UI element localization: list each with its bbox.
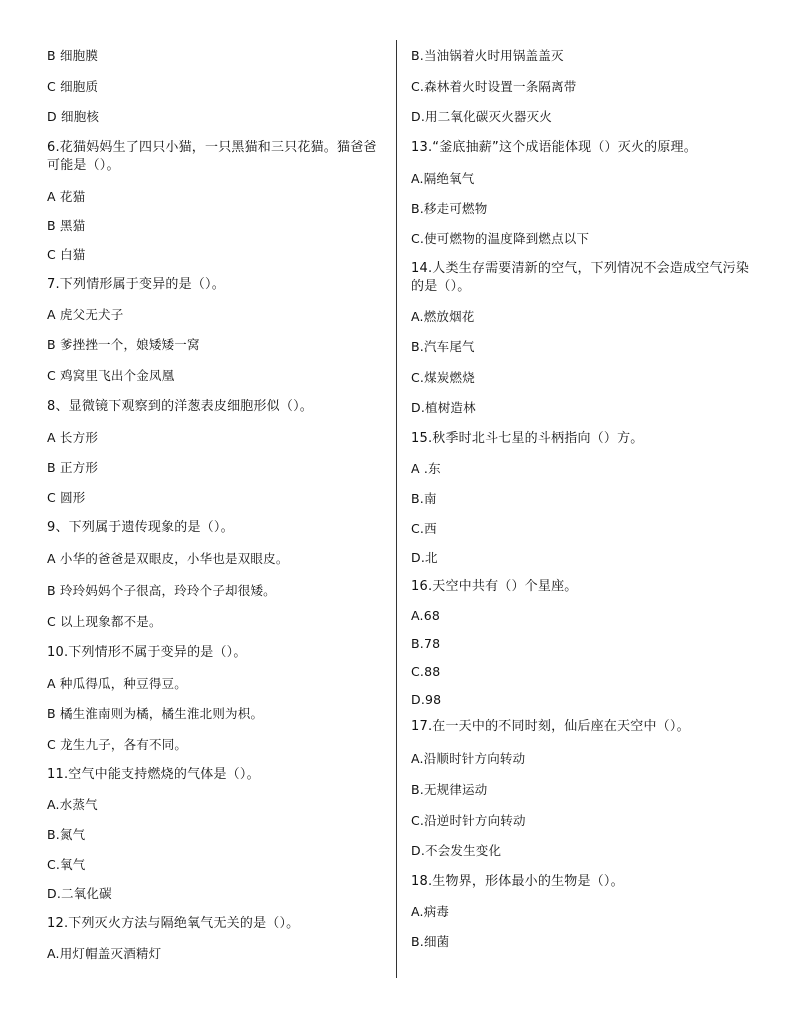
- option-text: A 长方形: [47, 430, 99, 445]
- question-text: 15.秋季时北斗七星的斗柄指向（）方。: [411, 431, 644, 446]
- question-text: 14.人类生存需要清新的空气，下列情况不会造成空气污染的是（）。: [411, 261, 750, 294]
- question-text: 12.下列灭火方法与隔绝氧气无关的是（）。: [47, 916, 300, 931]
- option-text: C 以上现象都不是。: [47, 614, 162, 629]
- option-text: B.汽车尾气: [411, 339, 475, 354]
- option-text: D 细胞核: [47, 109, 100, 124]
- option-text: B.移走可燃物: [411, 201, 488, 216]
- option-text: B.无规律运动: [411, 782, 488, 797]
- option-text: A.沿顺时针方向转动: [411, 751, 526, 766]
- column-divider: [396, 40, 397, 978]
- question-text: 9、下列属于遗传现象的是（）。: [47, 520, 234, 535]
- question-text: 7.下列情形属于变异的是（）。: [47, 277, 225, 292]
- question-text: 13.“釜底抽薪”这个成语能体现（）灭火的原理。: [411, 140, 697, 155]
- option-text: C 龙生九子，各有不同。: [47, 737, 188, 752]
- option-text: A.病毒: [411, 904, 450, 919]
- option-text: D.98: [411, 692, 442, 707]
- option-text: B.氮气: [47, 827, 86, 842]
- option-text: B.细菌: [411, 934, 450, 949]
- option-text: B 玲玲妈妈个子很高，玲玲个子却很矮。: [47, 583, 276, 598]
- option-text: B 正方形: [47, 460, 99, 475]
- option-text: C 圆形: [47, 490, 86, 505]
- option-text: B 细胞膜: [47, 48, 99, 63]
- option-text: B 黑猫: [47, 218, 86, 233]
- option-text: C 白猫: [47, 247, 86, 262]
- option-text: B 橘生淮南则为橘，橘生淮北则为枳。: [47, 706, 264, 721]
- option-text: A.水蒸气: [47, 797, 98, 812]
- option-text: C.西: [411, 521, 437, 536]
- option-text: D.不会发生变化: [411, 843, 502, 858]
- option-text: B.南: [411, 491, 437, 506]
- option-text: A .东: [411, 461, 441, 476]
- option-text: C.煤炭燃烧: [411, 370, 475, 385]
- option-text: D.北: [411, 550, 438, 565]
- option-text: D.用二氧化碳灭火器灭火: [411, 109, 552, 124]
- option-text: C 细胞质: [47, 79, 99, 94]
- question-text: 18.生物界，形体最小的生物是（）。: [411, 874, 624, 889]
- option-text: A 小华的爸爸是双眼皮，小华也是双眼皮。: [47, 551, 289, 566]
- option-text: B.78: [411, 636, 441, 651]
- question-text: 11.空气中能支持燃烧的气体是（）。: [47, 767, 260, 782]
- option-text: D.二氧化碳: [47, 886, 112, 901]
- question-text: 17.在一天中的不同时刻，仙后座在天空中（）。: [411, 719, 690, 734]
- option-text: C.沿逆时针方向转动: [411, 813, 526, 828]
- option-text: A 种瓜得瓜，种豆得豆。: [47, 676, 187, 691]
- option-text: C.森林着火时设置一条隔离带: [411, 79, 577, 94]
- option-text: A 虎父无犬子: [47, 307, 124, 322]
- question-text: 6.花猫妈妈生了四只小猫，一只黑猫和三只花猫。猫爸爸可能是（）。: [47, 140, 377, 173]
- option-text: B.当油锅着火时用锅盖盖灭: [411, 48, 564, 63]
- option-text: A.燃放烟花: [411, 309, 475, 324]
- question-text: 10.下列情形不属于变异的是（）。: [47, 645, 247, 660]
- question-text: 8、显微镜下观察到的洋葱表皮细胞形似（）。: [47, 399, 313, 414]
- option-text: A.68: [411, 608, 441, 623]
- option-text: C.88: [411, 664, 441, 679]
- option-text: B 爹挫挫一个，娘矮矮一窝: [47, 337, 200, 352]
- option-text: A.隔绝氧气: [411, 171, 475, 186]
- option-text: D.植树造林: [411, 400, 476, 415]
- option-text: C.使可燃物的温度降到燃点以下: [411, 231, 590, 246]
- option-text: C.氧气: [47, 857, 86, 872]
- option-text: C 鸡窝里飞出个金凤凰: [47, 368, 175, 383]
- option-text: A 花猫: [47, 189, 86, 204]
- option-text: A.用灯帽盖灭酒精灯: [47, 946, 162, 961]
- question-text: 16.天空中共有（）个星座。: [411, 579, 578, 594]
